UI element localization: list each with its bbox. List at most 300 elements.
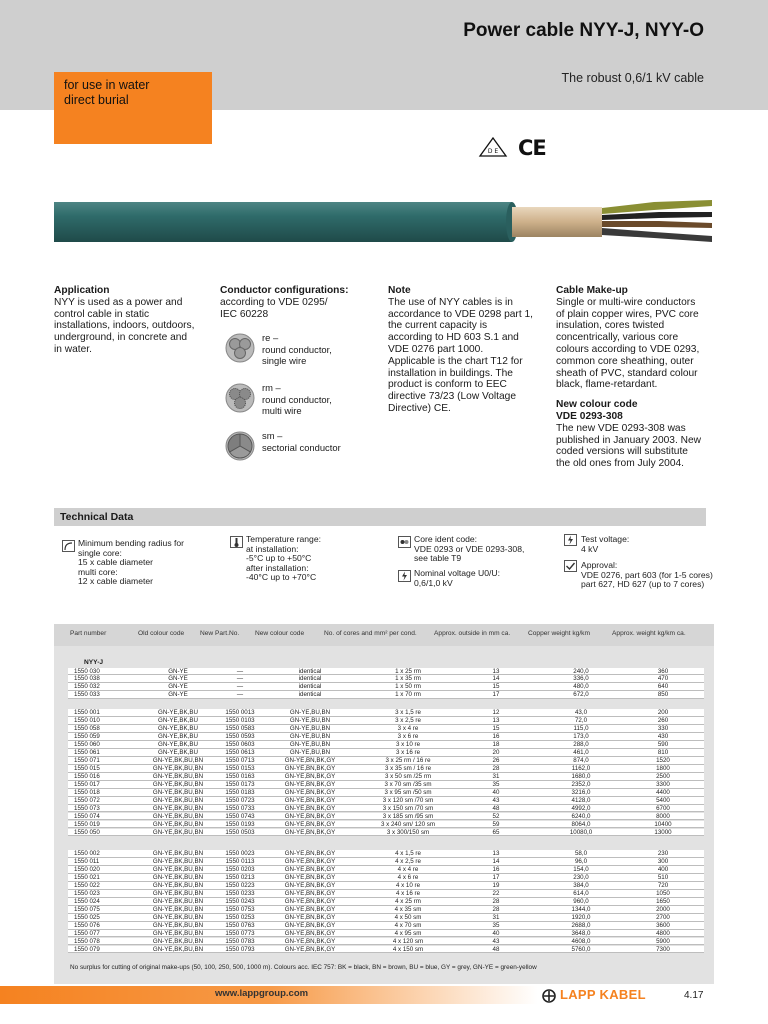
table-cell: 480,0 xyxy=(573,683,589,691)
table-cell: 1550 0783 xyxy=(225,937,255,945)
table-cell: GN-YE,BN,BK,GY xyxy=(284,780,336,788)
table-row xyxy=(68,781,704,789)
table-cell: 3 x 95 sm /50 sm xyxy=(384,788,432,796)
table-cell: 960,0 xyxy=(573,897,589,905)
table-cell: 1550 038 xyxy=(74,675,100,683)
table-cell: 1550 0593 xyxy=(225,733,255,741)
table-cell: 1550 074 xyxy=(74,812,100,820)
lapp-kabel-logo: LAPP KABEL xyxy=(560,987,646,1002)
usage-badge xyxy=(54,72,212,144)
table-cell: GN-YE,BK,BU,BN xyxy=(152,850,204,858)
table-cell: 4 x 70 sm xyxy=(394,921,422,929)
conductor-type-sm-label: sm – sectorial conductor xyxy=(262,430,341,453)
table-cell: 1550 075 xyxy=(74,905,100,913)
table-cell: 115,0 xyxy=(573,725,589,733)
table-cell: 28 xyxy=(492,764,500,772)
table-row xyxy=(68,741,704,749)
table-cell: 1800 xyxy=(656,764,670,772)
table-cell: 8064,0 xyxy=(571,820,591,828)
technical-data-heading: Technical Data xyxy=(54,508,706,526)
table-cell: 590 xyxy=(657,741,669,749)
table-cell: 4 x 2,5 re xyxy=(395,858,421,866)
table-cell: GN-YE,BK,BU xyxy=(158,709,198,717)
table-cell: identical xyxy=(298,691,322,699)
table-cell: GN-YE xyxy=(168,675,188,683)
table-row xyxy=(68,668,704,676)
col-weight: Approx. weight kg/km ca. xyxy=(612,630,686,637)
table-row xyxy=(68,914,704,922)
table-cell: 1550 050 xyxy=(74,828,100,836)
table-cell: 4128,0 xyxy=(571,796,591,804)
table-cell: GN-YE xyxy=(168,691,188,699)
table-row xyxy=(68,717,704,725)
table-cell: identical xyxy=(298,675,322,683)
conductor-type-rm xyxy=(224,382,384,422)
table-cell: GN-YE,BU,BN xyxy=(289,733,331,741)
table-cell: 1650 xyxy=(656,897,670,905)
table-cell: 58,0 xyxy=(574,850,588,858)
table-cell: identical xyxy=(298,667,322,675)
table-cell: 240,0 xyxy=(573,667,589,675)
table-cell: 5900 xyxy=(656,937,670,945)
table-cell: GN-YE,BK,BU xyxy=(158,749,198,757)
table-cell: — xyxy=(236,691,244,699)
table-cell: 3648,0 xyxy=(571,929,591,937)
table-cell: 17 xyxy=(492,874,500,882)
table-row xyxy=(68,805,704,813)
table-row xyxy=(68,733,704,741)
table-cell: 1550 018 xyxy=(74,788,100,796)
table-cell: 1680,0 xyxy=(571,772,591,780)
table-cell: 1 x 70 rm xyxy=(395,691,421,699)
table-cell: GN-YE,BK,BU,BN xyxy=(152,858,204,866)
table-cell: 4 x 10 re xyxy=(395,882,421,889)
table-cell: 1 x 35 rm xyxy=(395,675,421,683)
usage-badge-line2: direct burial xyxy=(64,93,129,107)
table-cell: 4 x 50 sm xyxy=(394,913,422,921)
table-row xyxy=(68,773,704,781)
table-cell: 510 xyxy=(657,874,669,882)
table-cell: 3300 xyxy=(656,780,670,788)
table-cell: GN-YE,BK,BU,BN xyxy=(152,889,204,897)
test-voltage-text: Test voltage: 4 kV xyxy=(581,534,630,554)
table-cell: 1550 0113 xyxy=(225,858,255,866)
table-row xyxy=(68,922,704,930)
table-cell: 22 xyxy=(492,889,500,897)
table-cell: GN-YE,BK,BU,BN xyxy=(152,874,204,882)
table-cell: identical xyxy=(298,683,322,691)
table-cell: 1550 0603 xyxy=(225,741,255,749)
round-multi-wire-icon xyxy=(224,382,256,414)
table-row xyxy=(68,874,704,882)
table-cell: GN-YE,BU,BN xyxy=(289,725,331,733)
vde-mark-text: D E xyxy=(487,148,499,155)
table-cell: 1550 0613 xyxy=(225,749,255,757)
table-cell: 31 xyxy=(492,772,500,780)
table-cell: 640 xyxy=(657,683,669,691)
table-cell: 5760,0 xyxy=(571,945,591,953)
table-cell: 1550 020 xyxy=(74,866,100,874)
table-cell: 1550 016 xyxy=(74,772,100,780)
table-cell: 1550 076 xyxy=(74,921,100,929)
table-cell: 850 xyxy=(657,691,669,699)
table-row xyxy=(68,906,704,914)
table-cell: GN-YE,BK,BU,BN xyxy=(152,905,204,913)
col-copper-weight: Copper weight kg/km xyxy=(528,630,590,637)
table-cell: 1550 072 xyxy=(74,796,100,804)
table-cell: 1550 079 xyxy=(74,945,100,953)
table-cell: GN-YE,BU,BN xyxy=(289,717,331,725)
table-cell: 4 x 1,5 re xyxy=(395,850,421,858)
table-cell: 1520 xyxy=(656,757,670,764)
table-cell: GN-YE,BN,BK,GY xyxy=(284,812,336,820)
table-cell: 1550 071 xyxy=(74,757,100,764)
table-cell: 672,0 xyxy=(573,691,589,699)
part-number-table xyxy=(54,624,714,984)
table-row xyxy=(68,789,704,797)
footer-bar xyxy=(0,986,768,1004)
table-cell: 3 x 240 sm/ 120 sm xyxy=(381,820,435,828)
table-cell: 1550 0713 xyxy=(225,757,255,764)
table-cell: 720 xyxy=(657,882,669,889)
table-cell: GN-YE,BK,BU,BN xyxy=(152,820,204,828)
col-cores: No. of cores and mm² per cond. xyxy=(324,630,417,637)
conductor-type-re-label: re – round conductor, single wire xyxy=(262,332,332,366)
table-cell: 1550 0163 xyxy=(225,772,255,780)
table-cell: 3 x 16 re xyxy=(395,749,421,757)
table-cell: 17 xyxy=(492,691,500,699)
table-cell: GN-YE,BK,BU xyxy=(158,733,198,741)
table-cell: GN-YE,BU,BN xyxy=(289,749,331,757)
table-cell: 614,0 xyxy=(573,889,589,897)
cable-product-image xyxy=(54,196,712,246)
makeup-heading: Cable Make-up xyxy=(556,285,628,296)
table-cell: 1550 0733 xyxy=(225,804,255,812)
col-part-number: Part number xyxy=(70,630,107,637)
page-title: Power cable NYY-J, NYY-O xyxy=(463,20,704,41)
table-cell: 28 xyxy=(492,897,500,905)
table-row xyxy=(68,683,704,691)
table-cell: 1550 011 xyxy=(74,858,100,866)
table-cell: 7300 xyxy=(656,945,670,953)
table-cell: 15 xyxy=(492,683,500,691)
table-cell: GN-YE,BK,BU,BN xyxy=(152,945,204,953)
table-cell: 2000 xyxy=(656,905,670,913)
table-cell: 1550 0023 xyxy=(225,850,255,858)
table-row xyxy=(68,938,704,946)
sectorial-conductor-icon xyxy=(224,430,256,462)
table-cell: 1550 078 xyxy=(74,937,100,945)
table-cell: 1920,0 xyxy=(571,913,591,921)
table-cell: 1550 0103 xyxy=(225,717,255,725)
table-cell: 35 xyxy=(492,780,500,788)
col-new-part-no: New Part.No. xyxy=(200,630,240,637)
table-cell: 1550 030 xyxy=(74,667,100,675)
table-cell: — xyxy=(236,675,244,683)
table-cell: 13 xyxy=(492,717,500,725)
table-cell: 1162,0 xyxy=(571,764,591,772)
table-cell: 1550 0193 xyxy=(225,820,255,828)
table-cell: 10400 xyxy=(654,820,672,828)
table-cell: 1550 010 xyxy=(74,717,100,725)
table-cell: 3 x 1,5 re xyxy=(395,709,421,717)
table-cell: 19 xyxy=(492,882,500,889)
application-section xyxy=(54,285,214,356)
table-row xyxy=(68,882,704,890)
table-cell: 18 xyxy=(492,741,500,749)
approval-icon xyxy=(564,560,577,572)
table-cell: GN-YE,BK,BU,BN xyxy=(152,764,204,772)
table-cell: GN-YE,BK,BU,BN xyxy=(152,882,204,889)
approval-text: Approval: VDE 0276, part 603 (for 1-5 cores) part 627, HD 627 (up to 7 cores) xyxy=(581,560,713,590)
makeup-section xyxy=(556,285,716,470)
table-cell: 13 xyxy=(492,850,500,858)
table-cell: 3 x 4 re xyxy=(397,725,419,733)
table-cell: 28 xyxy=(492,905,500,913)
footer-url-link[interactable]: www.lappgroup.com xyxy=(215,988,309,999)
note-section xyxy=(388,285,548,415)
table-cell: 5400 xyxy=(656,796,670,804)
bending-radius-text: Minimum bending radius for single core: 15 x cable diameter multi core: 12 x cable diameter xyxy=(78,538,185,587)
table-cell: 154,0 xyxy=(573,866,589,874)
table-cell: GN-YE xyxy=(168,683,188,691)
cable-core-green-yellow xyxy=(602,200,712,214)
application-heading: Application xyxy=(54,285,110,296)
table-cell: 1550 0773 xyxy=(225,929,255,937)
table-cell: 4400 xyxy=(656,788,670,796)
table-cell: 1550 060 xyxy=(74,741,100,749)
table-cell: GN-YE,BK,BU,BN xyxy=(152,921,204,929)
table-cell: 12 xyxy=(492,709,500,717)
table-cell: GN-YE,BK,BU,BN xyxy=(152,812,204,820)
table-cell: 1550 019 xyxy=(74,820,100,828)
table-cell: 43 xyxy=(492,937,500,945)
table-cell: GN-YE,BN,BK,GY xyxy=(284,937,336,945)
table-cell: 4 x 95 sm xyxy=(394,929,422,937)
table-cell: GN-YE xyxy=(168,667,188,675)
table-cell: 1550 0013 xyxy=(225,709,255,717)
usage-badge-line1: for use in water xyxy=(64,78,150,92)
table-cell: 1550 022 xyxy=(74,882,100,889)
table-row xyxy=(68,813,704,821)
table-cell: GN-YE,BN,BK,GY xyxy=(284,764,336,772)
vde-mark-icon xyxy=(478,136,508,160)
round-single-wire-icon xyxy=(224,332,256,364)
table-cell: GN-YE,BU,BN xyxy=(289,709,331,717)
table-cell: 260 xyxy=(657,717,669,725)
table-cell: GN-YE,BN,BK,GY xyxy=(284,889,336,897)
table-cell: 3 x 35 sm / 16 re xyxy=(384,764,432,772)
col-new-colour-code: New colour code xyxy=(255,630,305,637)
table-cell: GN-YE,BK,BU,BN xyxy=(152,804,204,812)
table-cell: 384,0 xyxy=(573,882,589,889)
table-cell: 1550 0253 xyxy=(225,913,255,921)
table-cell: — xyxy=(236,683,244,691)
table-cell: 13 xyxy=(492,667,500,675)
table-cell: 52 xyxy=(492,812,500,820)
nominal-voltage-icon xyxy=(398,570,411,582)
table-cell: GN-YE,BN,BK,GY xyxy=(284,858,336,866)
table-cell: 330 xyxy=(657,725,669,733)
table-cell: 40 xyxy=(492,929,500,937)
table-cell: 1550 001 xyxy=(74,709,100,717)
table-cell: 8000 xyxy=(656,812,670,820)
table-cell: 1550 032 xyxy=(74,683,100,691)
table-cell: 3600 xyxy=(656,921,670,929)
table-cell: GN-YE,BK,BU xyxy=(158,717,198,725)
table-cell: 16 xyxy=(492,733,500,741)
table-cell: GN-YE,BN,BK,GY xyxy=(284,788,336,796)
table-row xyxy=(68,797,704,805)
table-cell: 1550 0243 xyxy=(225,897,255,905)
table-cell: 43 xyxy=(492,796,500,804)
table-cell: 2352,0 xyxy=(571,780,591,788)
application-text: NYY is used as a power and control cable in static installations, indoors, outdoors, underground, in concrete and in water. xyxy=(54,296,195,355)
table-cell: GN-YE,BK,BU,BN xyxy=(152,772,204,780)
table-cell: GN-YE,BK,BU,BN xyxy=(152,788,204,796)
table-row xyxy=(68,829,704,837)
table-cell: GN-YE,BK,BU,BN xyxy=(152,796,204,804)
test-voltage-icon xyxy=(564,534,577,546)
table-cell: 470 xyxy=(657,675,669,683)
table-cell: GN-YE,BN,BK,GY xyxy=(284,757,336,764)
table-row xyxy=(68,765,704,773)
table-cell: 288,0 xyxy=(573,741,589,749)
cable-core-grey xyxy=(602,228,712,242)
table-cell: 810 xyxy=(657,749,669,757)
table-cell: 400 xyxy=(657,866,669,874)
table-cell: GN-YE,BN,BK,GY xyxy=(284,820,336,828)
table-cell: GN-YE,BN,BK,GY xyxy=(284,905,336,913)
table-cell: GN-YE,BN,BK,GY xyxy=(284,850,336,858)
table-cell: 96,0 xyxy=(574,858,588,866)
table-cell: 3 x 25 rm / 16 re xyxy=(385,757,431,764)
table-cell: GN-YE,BK,BU,BN xyxy=(152,866,204,874)
table-cell: 13000 xyxy=(654,828,672,836)
table-row xyxy=(68,675,704,683)
table-cell: GN-YE,BK,BU xyxy=(158,741,198,749)
table-cell: 3 x 150 sm /70 sm xyxy=(382,804,434,812)
table-row xyxy=(68,709,704,717)
table-cell: 1344,0 xyxy=(571,905,591,913)
table-cell: GN-YE,BN,BK,GY xyxy=(284,874,336,882)
table-cell: GN-YE,BN,BK,GY xyxy=(284,913,336,921)
table-cell: 1550 021 xyxy=(74,874,100,882)
conductor-type-rm-label: rm – round conductor, multi wire xyxy=(262,382,332,416)
ce-mark-icon: CE xyxy=(518,136,546,160)
table-cell: 14 xyxy=(492,858,500,866)
table-footnote: No surplus for cutting of original make-ups (50, 100, 250, 500, 1000 m). Colours acc. IEC 757: BK = black, BN = brown, BU = blue, GY = grey, GN-YE = green-yellow xyxy=(70,964,537,971)
table-cell: 1550 024 xyxy=(74,897,100,905)
table-cell: 3 x 120 sm /70 sm xyxy=(382,796,434,804)
table-cell: 874,0 xyxy=(573,757,589,764)
table-cell: 1550 0793 xyxy=(225,945,255,953)
table-cell: GN-YE,BN,BK,GY xyxy=(284,945,336,953)
page-number: 4.17 xyxy=(684,990,704,1001)
table-cell: 3 x 185 sm /95 sm xyxy=(382,812,434,820)
table-cell: 1550 077 xyxy=(74,929,100,937)
conductor-heading: Conductor configurations: xyxy=(220,285,349,296)
table-cell: 1550 0743 xyxy=(225,812,255,820)
table-row xyxy=(68,858,704,866)
table-cell: 4608,0 xyxy=(571,937,591,945)
table-cell: 43,0 xyxy=(574,709,588,717)
table-cell: 1550 0153 xyxy=(225,764,255,772)
table-cell: 1050 xyxy=(656,889,670,897)
table-cell: 1550 0503 xyxy=(225,828,255,836)
table-cell: 1550 033 xyxy=(74,691,100,699)
page-subtitle: The robust 0,6/1 kV cable xyxy=(561,71,704,85)
conductor-type-re xyxy=(224,332,384,372)
table-row xyxy=(68,821,704,829)
table-row xyxy=(68,946,704,954)
note-text: The use of NYY cables is in accordance to VDE 0298 part 1, the current capacity is according to HD 603 S.1 and VDE 0276 part 1000. Applicable is the chart T12 for installation in buildings. The product is conform to EEC directive 73/23 (Low Voltage Directive) CE. xyxy=(388,296,533,414)
table-cell: GN-YE,BN,BK,GY xyxy=(284,828,336,836)
table-cell: 4 x 16 re xyxy=(395,889,421,897)
nominal-voltage-text: Nominal voltage U0/U: 0,6/1,0 kV xyxy=(414,568,500,588)
table-row xyxy=(68,757,704,765)
table-cell: 65 xyxy=(492,828,500,836)
table-cell: 1550 0213 xyxy=(225,874,255,882)
table-row xyxy=(68,866,704,874)
conductor-text: according to VDE 0295/ IEC 60228 xyxy=(220,296,328,320)
table-cell: 1550 017 xyxy=(74,780,100,788)
table-cell: 1550 015 xyxy=(74,764,100,772)
table-cell: 3 x 6 re xyxy=(397,733,419,741)
table-cell: GN-YE,BN,BK,GY xyxy=(284,796,336,804)
table-cell: 48 xyxy=(492,945,500,953)
table-cell: 4 x 6 re xyxy=(397,874,419,882)
table-cell: GN-YE,BN,BK,GY xyxy=(284,804,336,812)
colour-code-text: The new VDE 0293-308 was published in January 2003. New coded versions will substitute the old ones from July 2004. xyxy=(556,422,701,470)
table-cell: GN-YE,BK,BU,BN xyxy=(152,757,204,764)
table-cell: 200 xyxy=(657,709,669,717)
table-cell: GN-YE,BK,BU,BN xyxy=(152,913,204,921)
cable-outer-sheath xyxy=(54,202,512,242)
col-old-colour-code: Old colour code xyxy=(138,630,185,637)
table-cell: 230,0 xyxy=(573,874,589,882)
table-cell: GN-YE,BK,BU,BN xyxy=(152,780,204,788)
table-cell: 2688,0 xyxy=(571,921,591,929)
table-cell: 1550 0233 xyxy=(225,889,255,897)
table-row xyxy=(68,850,704,858)
table-cell: 1550 058 xyxy=(74,725,100,733)
table-cell: 4 x 35 sm xyxy=(394,905,422,913)
table-cell: 72,0 xyxy=(574,717,588,725)
table-row xyxy=(68,890,704,898)
table-cell: 2500 xyxy=(656,772,670,780)
table-cell: 1550 073 xyxy=(74,804,100,812)
table-cell: 16 xyxy=(492,866,500,874)
table-cell: 4 x 120 sm xyxy=(392,937,424,945)
table-row xyxy=(68,691,704,699)
table-cell: 1550 059 xyxy=(74,733,100,741)
table-cell: — xyxy=(236,667,244,675)
table-cell: 1550 0223 xyxy=(225,882,255,889)
table-cell: 3 x 10 re xyxy=(395,741,421,749)
table-cell: GN-YE,BK,BU,BN xyxy=(152,937,204,945)
table-cell: GN-YE,BN,BK,GY xyxy=(284,772,336,780)
table-cell: 1550 0583 xyxy=(225,725,255,733)
table-cell: 20 xyxy=(492,749,500,757)
table-cell: 230 xyxy=(657,850,669,858)
colour-code-heading: New colour code VDE 0293-308 xyxy=(556,399,638,422)
table-cell: 1550 0753 xyxy=(225,905,255,913)
table-cell: 1 x 50 rm xyxy=(395,683,421,691)
table-row xyxy=(68,898,704,906)
table-cell: 1550 023 xyxy=(74,889,100,897)
table-cell: 173,0 xyxy=(573,733,589,741)
